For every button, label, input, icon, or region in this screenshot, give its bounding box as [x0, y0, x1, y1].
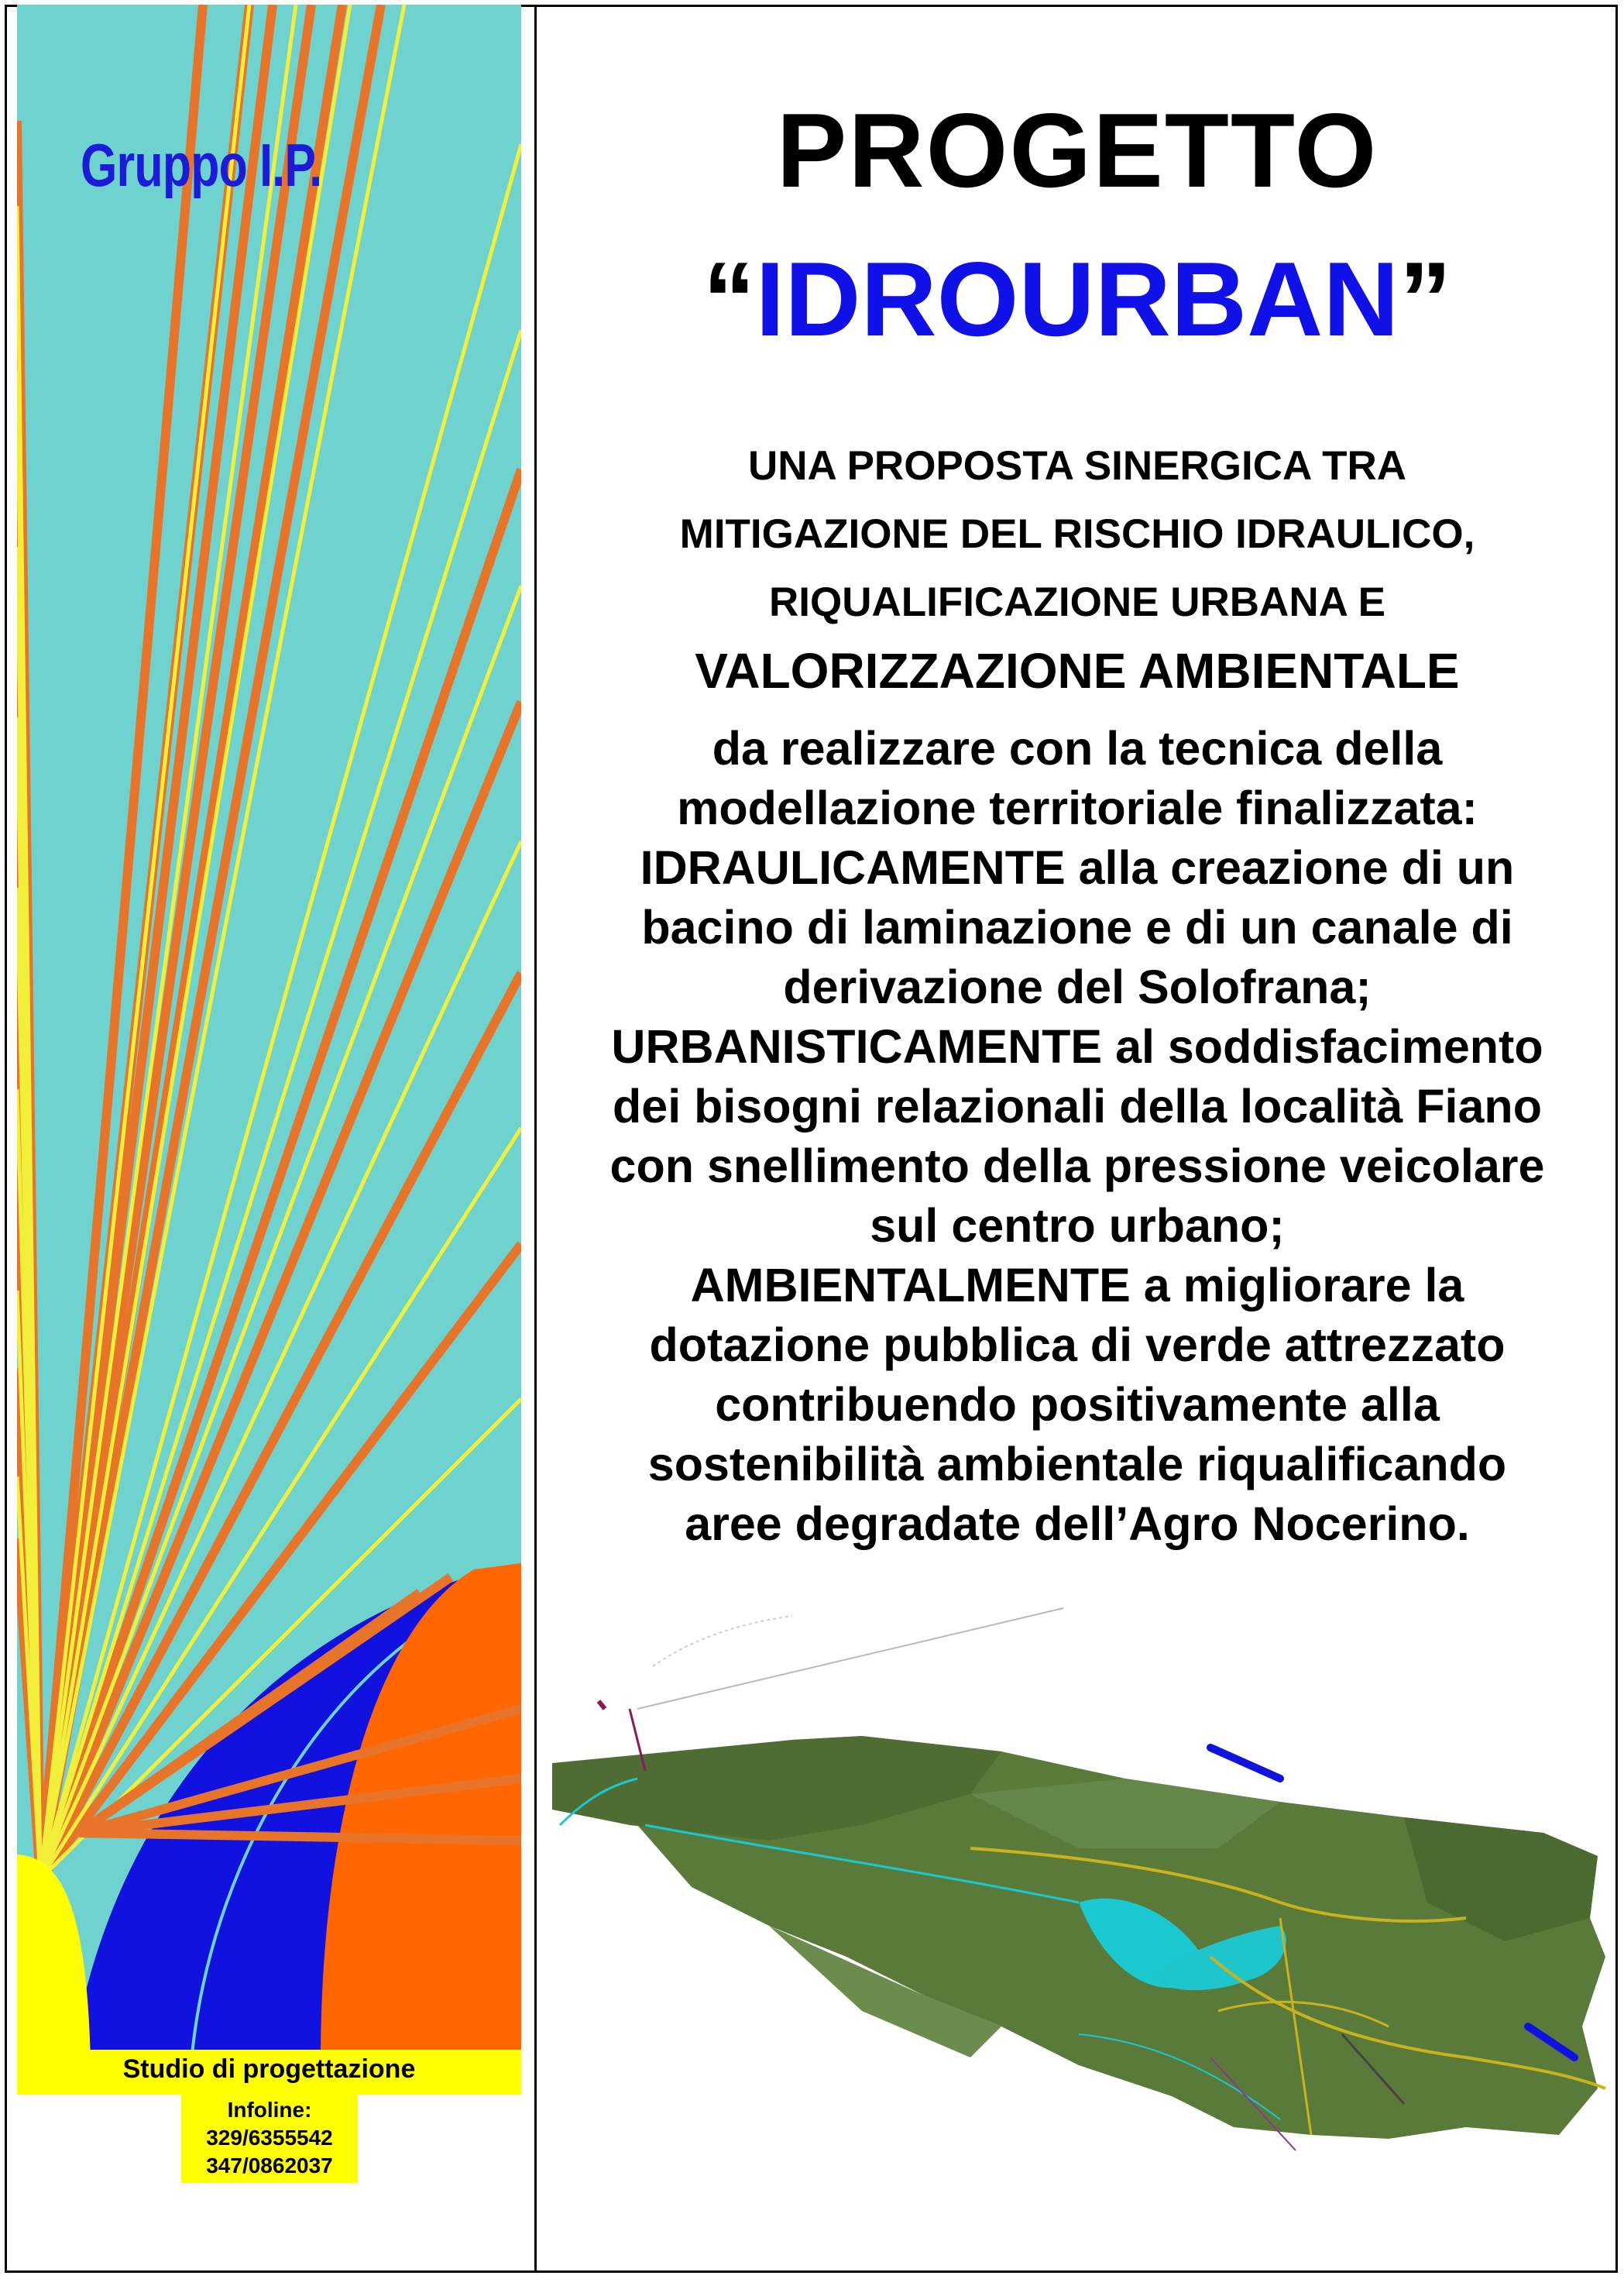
quote-close: ”	[1399, 240, 1452, 358]
description-line: dotazione pubblica di verde attrezzato	[649, 1318, 1506, 1371]
description-line: dei bisogni relazionali della località Fiano	[613, 1080, 1542, 1133]
description-line: modellazione territoriale finalizzata:	[677, 782, 1478, 834]
description-line: sul centro urbano;	[870, 1199, 1285, 1252]
description-line: AMBIENTALMENTE a migliorare la	[690, 1259, 1464, 1311]
quote-open: “	[702, 240, 756, 358]
brand-name: Gruppo I.P.	[81, 131, 322, 199]
right-panel	[537, 5, 1618, 2273]
description-line: aree degradate dell’Agro Nocerino.	[685, 1497, 1470, 1550]
phone-number-1: 329/6355542	[206, 2126, 333, 2150]
description-line: sostenibilità ambientale riqualificando	[647, 1438, 1507, 1490]
description-line: bacino di laminazione e di un canale di	[641, 901, 1513, 954]
description-line: URBANISTICAMENTE al soddisfacimento	[611, 1020, 1543, 1073]
sunburst-illustration	[17, 5, 521, 2062]
left-panel	[17, 5, 521, 2273]
description-line: contribuendo positivamente alla	[715, 1378, 1440, 1431]
page-title: PROGETTO	[776, 91, 1379, 209]
lead-line: UNA PROPOSTA SINERGICA TRA	[748, 443, 1406, 489]
infoline-label: Infoline:	[227, 2098, 312, 2122]
lead-line: MITIGAZIONE DEL RISCHIO IDRAULICO,	[679, 511, 1475, 557]
contact-block	[181, 2095, 358, 2183]
studio-label: Studio di progettazione	[122, 2054, 416, 2084]
description-line: derivazione del Solofrana;	[783, 961, 1372, 1013]
project-description	[552, 719, 1602, 1554]
description-line: IDRAULICAMENTE alla creazione di un	[640, 841, 1515, 894]
lead-statement	[537, 432, 1618, 705]
project-name: IDROURBAN	[755, 240, 1399, 358]
phone-number-2: 347/0862037	[206, 2154, 333, 2178]
project-title	[537, 240, 1618, 358]
terrain-model-render	[537, 1593, 1618, 2181]
description-line: da realizzare con la tecnica della	[712, 722, 1443, 775]
lead-line: VALORIZZAZIONE AMBIENTALE	[695, 643, 1460, 699]
lead-line: RIQUALIFICAZIONE URBANA E	[769, 579, 1385, 625]
description-line: con snellimento della pressione veicolare	[609, 1140, 1545, 1192]
